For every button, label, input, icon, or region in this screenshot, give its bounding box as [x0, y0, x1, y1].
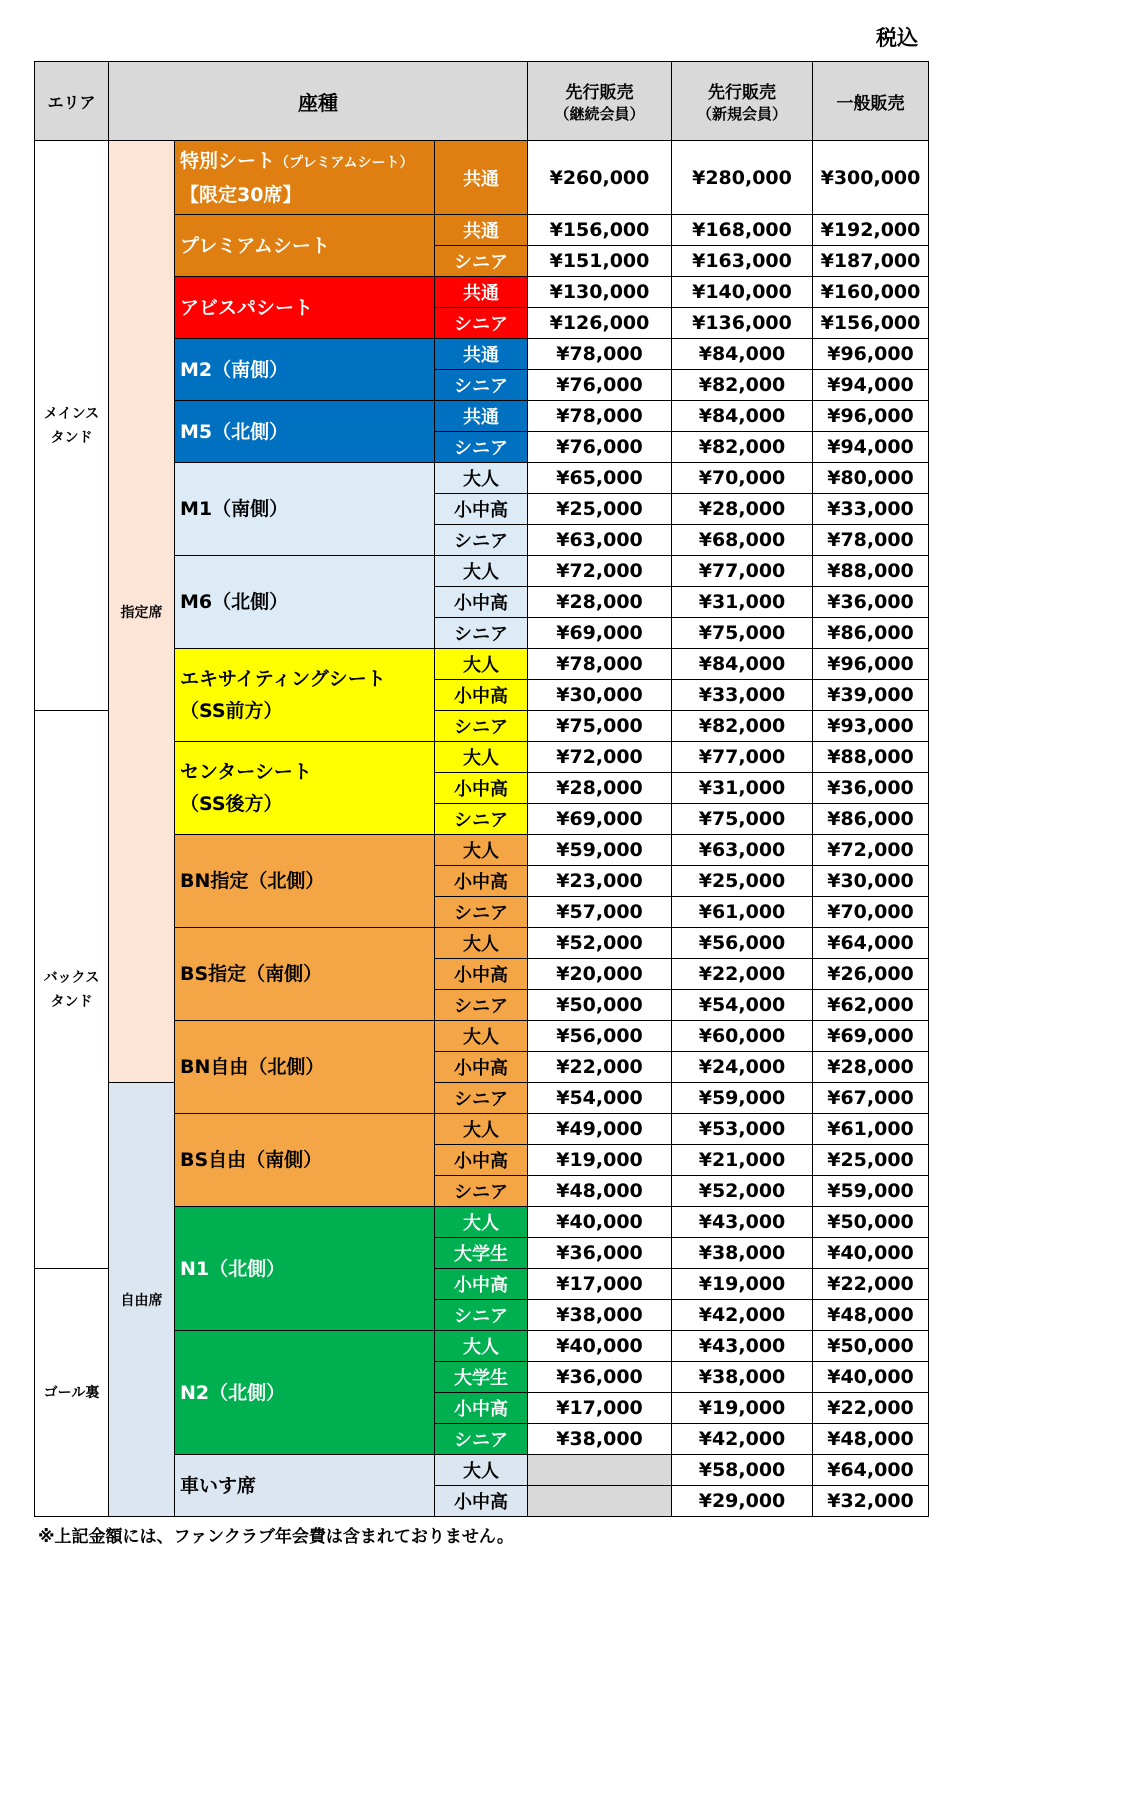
ticket-category: 共通	[435, 277, 528, 308]
ticket-category: 大人	[435, 928, 528, 959]
seat-center-line2: （SS後方）	[180, 793, 283, 815]
price-presale-new: ¥70,000	[672, 463, 813, 494]
price-general: ¥40,000	[813, 1362, 929, 1393]
price-general: ¥32,000	[813, 1486, 929, 1517]
seat-m5	[175, 401, 435, 463]
price-presale-new: ¥82,000	[672, 370, 813, 401]
ticket-category: 大人	[435, 1331, 528, 1362]
price-presale-continuing: ¥156,000	[528, 215, 672, 246]
price-general: ¥187,000	[813, 246, 929, 277]
seat-bn-reserved-label: BN指定（北側）	[180, 870, 325, 892]
price-presale-continuing: ¥151,000	[528, 246, 672, 277]
price-presale-new: ¥280,000	[672, 141, 813, 215]
price-general: ¥48,000	[813, 1300, 929, 1331]
seat-m2-label: M2（南側）	[180, 358, 289, 381]
seat-m6-label: M6（北側）	[180, 591, 289, 613]
ticket-category: 大人	[435, 742, 528, 773]
seat-bn-reserved	[175, 835, 435, 928]
price-presale-continuing: ¥69,000	[528, 618, 672, 649]
seat-special-note: （プレミアムシート）	[275, 154, 414, 171]
seat-m6	[175, 556, 435, 649]
header-row	[35, 62, 929, 141]
price-general: ¥156,000	[813, 308, 929, 339]
group-reserved	[109, 141, 175, 1083]
seat-special	[175, 141, 435, 215]
price-presale-continuing: ¥38,000	[528, 1300, 672, 1331]
header-general	[813, 62, 929, 141]
ticket-category: 大学生	[435, 1362, 528, 1393]
price-presale-continuing: ¥17,000	[528, 1269, 672, 1300]
ticket-category: 小中高	[435, 1145, 528, 1176]
header-col1-line2: （継続会員）	[554, 105, 645, 123]
price-presale-new: ¥33,000	[672, 680, 813, 711]
ticket-category: シニア	[435, 711, 528, 742]
price-general: ¥28,000	[813, 1052, 929, 1083]
price-general: ¥25,000	[813, 1145, 929, 1176]
price-general: ¥48,000	[813, 1424, 929, 1455]
ticket-category: 小中高	[435, 680, 528, 711]
ticket-category: 小中高	[435, 773, 528, 804]
price-general: ¥88,000	[813, 742, 929, 773]
ticket-category: 共通	[435, 401, 528, 432]
area-back-stand-line1: バックス	[43, 969, 100, 986]
price-presale-continuing: ¥75,000	[528, 711, 672, 742]
seat-n2	[175, 1331, 435, 1455]
price-general: ¥62,000	[813, 990, 929, 1021]
price-presale-continuing: ¥22,000	[528, 1052, 672, 1083]
price-general: ¥50,000	[813, 1207, 929, 1238]
price-general: ¥22,000	[813, 1393, 929, 1424]
price-general: ¥70,000	[813, 897, 929, 928]
header-presale-new	[672, 62, 813, 141]
area-goal	[35, 1269, 109, 1517]
ticket-category: シニア	[435, 804, 528, 835]
price-presale-new: ¥75,000	[672, 618, 813, 649]
ticket-category: 小中高	[435, 1486, 528, 1517]
price-presale-continuing: ¥52,000	[528, 928, 672, 959]
price-presale-new: ¥140,000	[672, 277, 813, 308]
ticket-category: 小中高	[435, 587, 528, 618]
ticket-category: 小中高	[435, 1052, 528, 1083]
price-presale-new: ¥53,000	[672, 1114, 813, 1145]
price-presale-continuing: ¥48,000	[528, 1176, 672, 1207]
price-general: ¥78,000	[813, 525, 929, 556]
price-presale-continuing: ¥78,000	[528, 401, 672, 432]
price-presale-new: ¥24,000	[672, 1052, 813, 1083]
price-presale-continuing: ¥72,000	[528, 556, 672, 587]
group-reserved-label: 指定席	[120, 604, 163, 621]
price-presale-new: ¥61,000	[672, 897, 813, 928]
ticket-category: 大人	[435, 1021, 528, 1052]
price-presale-continuing: ¥72,000	[528, 742, 672, 773]
price-general: ¥93,000	[813, 711, 929, 742]
price-general: ¥96,000	[813, 339, 929, 370]
price-general: ¥26,000	[813, 959, 929, 990]
ticket-category: 小中高	[435, 959, 528, 990]
price-presale-new: ¥25,000	[672, 866, 813, 897]
ticket-category: 大人	[435, 649, 528, 680]
ticket-category: 大人	[435, 1207, 528, 1238]
price-presale-new: ¥22,000	[672, 959, 813, 990]
header-area	[35, 62, 109, 141]
ticket-category: シニア	[435, 246, 528, 277]
price-presale-new: ¥29,000	[672, 1486, 813, 1517]
price-presale-continuing: ¥19,000	[528, 1145, 672, 1176]
price-general: ¥36,000	[813, 773, 929, 804]
price-general: ¥50,000	[813, 1331, 929, 1362]
price-presale-new: ¥38,000	[672, 1238, 813, 1269]
price-presale-continuing: ¥40,000	[528, 1331, 672, 1362]
seat-wheelchair	[175, 1455, 435, 1517]
price-presale-continuing: ¥57,000	[528, 897, 672, 928]
seat-n1	[175, 1207, 435, 1331]
seat-bn-free-label: BN自由（北側）	[180, 1056, 325, 1078]
price-presale-continuing: ¥20,000	[528, 959, 672, 990]
price-presale-continuing: ¥36,000	[528, 1362, 672, 1393]
price-presale-new: ¥84,000	[672, 649, 813, 680]
price-presale-continuing: ¥63,000	[528, 525, 672, 556]
seat-bn-free	[175, 1021, 435, 1114]
area-main-stand	[35, 141, 109, 711]
price-general: ¥33,000	[813, 494, 929, 525]
seat-center	[175, 742, 435, 835]
price-presale-continuing: ¥28,000	[528, 773, 672, 804]
price-general: ¥86,000	[813, 804, 929, 835]
price-general: ¥22,000	[813, 1269, 929, 1300]
price-general: ¥94,000	[813, 370, 929, 401]
ticket-category: シニア	[435, 1424, 528, 1455]
seat-premium-label: プレミアムシート	[180, 234, 330, 257]
area-back-stand-line2: タンド	[50, 993, 93, 1010]
seat-abyss-label: アビスパシート	[180, 296, 314, 319]
price-presale-continuing: ¥49,000	[528, 1114, 672, 1145]
price-presale-continuing: ¥78,000	[528, 339, 672, 370]
price-general: ¥160,000	[813, 277, 929, 308]
price-presale-continuing: ¥40,000	[528, 1207, 672, 1238]
ticket-category: シニア	[435, 1083, 528, 1114]
seat-center-line1: センターシート	[180, 761, 312, 783]
price-presale-continuing: ¥76,000	[528, 432, 672, 463]
price-presale-new: ¥82,000	[672, 432, 813, 463]
price-presale-new: ¥163,000	[672, 246, 813, 277]
price-presale-new: ¥58,000	[672, 1455, 813, 1486]
ticket-category: シニア	[435, 618, 528, 649]
ticket-category: 共通	[435, 339, 528, 370]
ticket-category: シニア	[435, 1176, 528, 1207]
ticket-category: 大人	[435, 1455, 528, 1486]
price-presale-new: ¥168,000	[672, 215, 813, 246]
tax-label: 税込	[876, 26, 918, 50]
area-main-stand-line1: メインス	[43, 405, 100, 422]
seat-wheelchair-label: 車いす席	[180, 1474, 257, 1497]
price-presale-continuing: ¥78,000	[528, 649, 672, 680]
ticket-category: 大学生	[435, 1238, 528, 1269]
seat-special-line2: 【限定30席】	[180, 183, 302, 206]
price-row	[35, 1083, 929, 1114]
group-free	[109, 1083, 175, 1517]
price-presale-new: ¥77,000	[672, 556, 813, 587]
price-general: ¥67,000	[813, 1083, 929, 1114]
price-presale-new: ¥21,000	[672, 1145, 813, 1176]
price-presale-new: ¥60,000	[672, 1021, 813, 1052]
price-general: ¥36,000	[813, 587, 929, 618]
price-presale-continuing: ¥25,000	[528, 494, 672, 525]
header-col2-line2: （新規会員）	[696, 105, 787, 123]
price-general: ¥192,000	[813, 215, 929, 246]
price-general: ¥86,000	[813, 618, 929, 649]
price-general: ¥69,000	[813, 1021, 929, 1052]
price-presale-new: ¥42,000	[672, 1424, 813, 1455]
price-general: ¥64,000	[813, 928, 929, 959]
price-presale-continuing: ¥50,000	[528, 990, 672, 1021]
price-presale-continuing: ¥17,000	[528, 1393, 672, 1424]
price-presale-continuing: ¥23,000	[528, 866, 672, 897]
price-general: ¥94,000	[813, 432, 929, 463]
price-presale-continuing: ¥30,000	[528, 680, 672, 711]
price-presale-continuing: ¥126,000	[528, 308, 672, 339]
price-general: ¥96,000	[813, 649, 929, 680]
seat-abyss	[175, 277, 435, 339]
seat-m5-label: M5（北側）	[180, 420, 289, 443]
footnote: ※上記金額には、ファンクラブ年会費は含まれておりません。	[38, 1527, 514, 1547]
ticket-category: シニア	[435, 308, 528, 339]
price-presale-new: ¥77,000	[672, 742, 813, 773]
price-general: ¥300,000	[813, 141, 929, 215]
header-area-label: エリア	[47, 92, 96, 112]
price-general: ¥64,000	[813, 1455, 929, 1486]
price-presale-new: ¥84,000	[672, 339, 813, 370]
seat-special-line1: 特別シート	[180, 149, 276, 172]
price-presale-continuing: ¥260,000	[528, 141, 672, 215]
price-presale-new: ¥19,000	[672, 1269, 813, 1300]
price-presale-new: ¥136,000	[672, 308, 813, 339]
seat-bs-reserved	[175, 928, 435, 1021]
area-goal-line1: ゴール裏	[43, 1384, 100, 1401]
price-presale-continuing: ¥130,000	[528, 277, 672, 308]
group-free-label: 自由席	[120, 1292, 163, 1309]
price-presale-new: ¥63,000	[672, 835, 813, 866]
price-presale-continuing: ¥76,000	[528, 370, 672, 401]
price-presale-new: ¥19,000	[672, 1393, 813, 1424]
price-presale-continuing: ¥59,000	[528, 835, 672, 866]
price-presale-new: ¥52,000	[672, 1176, 813, 1207]
price-presale-continuing: ¥54,000	[528, 1083, 672, 1114]
ticket-category: シニア	[435, 897, 528, 928]
price-presale-new: ¥75,000	[672, 804, 813, 835]
price-presale-new: ¥42,000	[672, 1300, 813, 1331]
seat-bs-free-label: BS自由（南側）	[180, 1149, 323, 1171]
price-presale-new: ¥38,000	[672, 1362, 813, 1393]
ticket-category: シニア	[435, 525, 528, 556]
seat-m1	[175, 463, 435, 556]
price-general: ¥39,000	[813, 680, 929, 711]
ticket-category: 共通	[435, 215, 528, 246]
header-seat	[109, 62, 528, 141]
ticket-category: 大人	[435, 1114, 528, 1145]
area-main-stand-line2: タンド	[50, 429, 93, 446]
header-col1-line1: 先行販売	[565, 83, 634, 103]
price-general: ¥30,000	[813, 866, 929, 897]
price-presale-continuing: ¥56,000	[528, 1021, 672, 1052]
ticket-category: シニア	[435, 370, 528, 401]
price-presale-continuing: ¥65,000	[528, 463, 672, 494]
price-presale-new: ¥28,000	[672, 494, 813, 525]
price-presale-new: ¥43,000	[672, 1331, 813, 1362]
price-general: ¥72,000	[813, 835, 929, 866]
seat-exciting	[175, 649, 435, 742]
seat-m1-label: M1（南側）	[180, 498, 289, 520]
price-presale-new: ¥54,000	[672, 990, 813, 1021]
ticket-category: 小中高	[435, 866, 528, 897]
price-general: ¥59,000	[813, 1176, 929, 1207]
header-presale-continuing	[528, 62, 672, 141]
price-presale-continuing	[528, 1486, 672, 1517]
seat-exciting-line1: エキサイティングシート	[180, 668, 386, 690]
price-presale-new: ¥31,000	[672, 587, 813, 618]
price-presale-new: ¥56,000	[672, 928, 813, 959]
price-table	[34, 61, 929, 1517]
header-col3-label: 一般販売	[836, 93, 905, 114]
ticket-category: シニア	[435, 990, 528, 1021]
price-general: ¥96,000	[813, 401, 929, 432]
price-presale-continuing: ¥38,000	[528, 1424, 672, 1455]
ticket-category: 共通	[435, 141, 528, 215]
seat-m2	[175, 339, 435, 401]
ticket-category: 小中高	[435, 1393, 528, 1424]
price-presale-new: ¥59,000	[672, 1083, 813, 1114]
header-seat-label: 座種	[298, 90, 338, 115]
ticket-category: シニア	[435, 432, 528, 463]
price-presale-new: ¥68,000	[672, 525, 813, 556]
price-presale-new: ¥82,000	[672, 711, 813, 742]
ticket-category: 大人	[435, 556, 528, 587]
price-presale-continuing: ¥36,000	[528, 1238, 672, 1269]
price-general: ¥40,000	[813, 1238, 929, 1269]
price-presale-continuing	[528, 1455, 672, 1486]
ticket-category: シニア	[435, 1300, 528, 1331]
seat-bs-free	[175, 1114, 435, 1207]
price-presale-new: ¥31,000	[672, 773, 813, 804]
price-presale-continuing: ¥28,000	[528, 587, 672, 618]
ticket-category: 大人	[435, 835, 528, 866]
seat-n2-label: N2（北側）	[180, 1381, 286, 1404]
price-general: ¥88,000	[813, 556, 929, 587]
seat-bs-reserved-label: BS指定（南側）	[180, 963, 323, 985]
ticket-category: 小中高	[435, 1269, 528, 1300]
price-general: ¥61,000	[813, 1114, 929, 1145]
header-col2-line1: 先行販売	[708, 83, 776, 103]
price-presale-new: ¥84,000	[672, 401, 813, 432]
ticket-category: 小中高	[435, 494, 528, 525]
area-back-stand	[35, 711, 109, 1269]
seat-premium	[175, 215, 435, 277]
ticket-category: 大人	[435, 463, 528, 494]
seat-n1-label: N1（北側）	[180, 1257, 286, 1280]
price-presale-continuing: ¥69,000	[528, 804, 672, 835]
seat-exciting-line2: （SS前方）	[180, 700, 283, 722]
price-general: ¥80,000	[813, 463, 929, 494]
price-presale-new: ¥43,000	[672, 1207, 813, 1238]
price-row	[35, 141, 929, 215]
